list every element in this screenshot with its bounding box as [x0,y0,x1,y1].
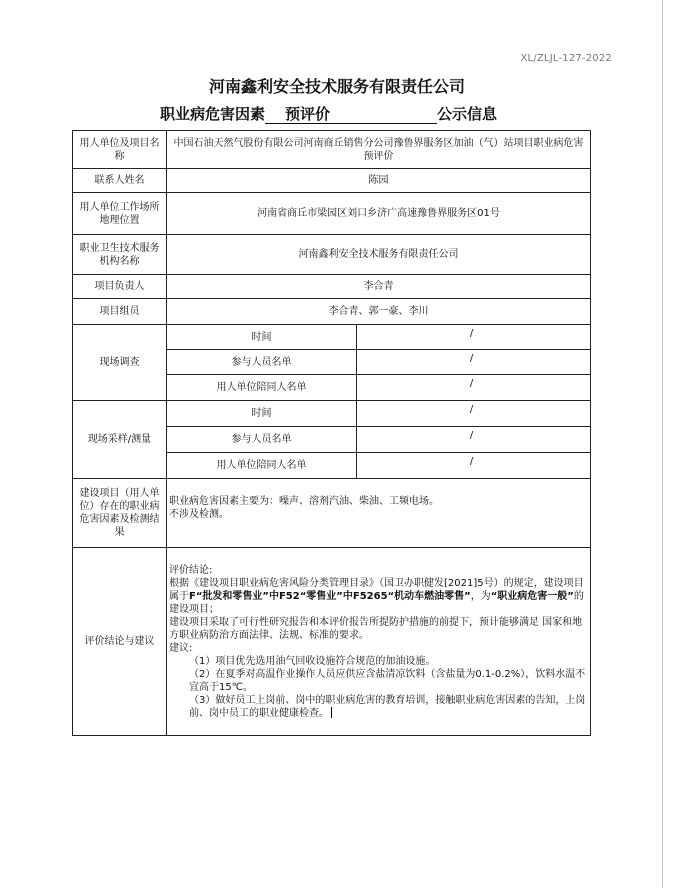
survey-escort-label: 用人单位陪同人名单 [167,375,357,401]
hazards-line-1: 职业病危害因素主要为：噪声、溶剂汽油、柴油、工频电场。 [169,496,439,507]
agency-value: 河南鑫利安全技术服务有限责任公司 [167,235,591,275]
table-row [73,401,591,427]
contact-value: 陈园 [167,169,591,193]
conclusion-p1-connector: ，为 [470,590,491,602]
table-row [73,275,591,299]
table-row [73,479,591,548]
risk-level: “职业病危害一般” [490,590,574,602]
subtitle-type-underline [265,105,385,124]
survey-escort-value: / [469,378,474,389]
table-row [73,193,591,235]
company-title: 河南鑫利安全技术服务有限责任公司 [208,77,465,96]
conclusion-p1-end: 的建设项目； [169,590,584,615]
sampling-escort-label: 用人单位陪同人名单 [167,453,357,479]
survey-participants-value: / [469,352,474,364]
document-subtitle [160,103,497,124]
leader-label: 项目负责人 [73,275,167,299]
subtitle-blank-underline [385,123,437,124]
conclusion-paragraph-1 [169,577,588,616]
subtitle-type: 预评价 [285,105,331,123]
conclusion-heading: 评价结论: [169,564,213,576]
advice-item-3 [169,694,588,720]
survey-time-label: 时间 [167,325,357,350]
contact-label: 联系人姓名 [73,169,167,193]
table-row [73,169,591,193]
table-row [73,131,591,169]
disclosure-table [72,130,591,736]
advice-item-2: （2）在夏季对高温作业操作人员应供应含盐清凉饮料（含盐量为0.1-0.2%），饮料水温不宜高于15℃。 [189,668,586,693]
address-label: 用人单位工作场所地理位置 [73,193,167,235]
team-value: 李合青、郭一豪、李川 [167,299,591,325]
advice-item-1: （1）项目优先选用油气回收设施符合规范的加油设施。 [189,655,436,667]
survey-label: 现场调查 [73,325,167,401]
table-row [73,235,591,275]
conclusion-p1-text: 根据《建设项目职业病危害风险分类管理目录》（国卫办职健发[2021]5号）的规定，建设项目属于 [169,577,584,602]
conclusion-label: 评价结论与建议 [73,548,167,736]
leader-value: 李合青 [167,275,591,299]
sampling-participants-value: / [469,430,474,441]
employer-value: 中国石油天然气股份有限公司河南商丘销售分公司豫鲁界服务区加油（气）站项目职业病危害预评价 [167,131,591,169]
survey-participants-label: 参与人员名单 [167,350,357,375]
document-code: XL/ZLJL-127-2022 [520,53,612,64]
sampling-escort-value: / [469,456,474,467]
sampling-time-value: / [469,404,474,415]
sampling-participants-label: 参与人员名单 [167,427,357,453]
employer-label: 用人单位及项目名称 [73,131,167,169]
advice-heading: 建议: [169,642,193,654]
text-cursor [331,707,332,718]
team-label: 项目组员 [73,299,167,325]
advice-item-3-text: （3）做好员工上岗前、岗中的职业病危害的教育培训，接触职业病危害因素的告知，上岗前、岗中员工的职业健康检查。 [189,694,586,719]
table-row [73,325,591,350]
page-edge-line [662,0,663,888]
survey-time-value: / [469,327,474,339]
subtitle-suffix: 公示信息 [437,105,498,123]
table-row [73,548,591,736]
agency-label: 职业卫生技术服务机构名称 [73,235,167,275]
table-row [73,299,591,325]
industry-classification: F“批发和零售业”中F52“零售业”中F5265“机动车燃油零售” [189,590,471,602]
hazards-label: 建设项目（用人单位）存在的职业病危害因素及检测结果 [73,479,167,548]
sampling-time-label: 时间 [167,401,357,427]
hazards-line-2: 不涉及检测。 [169,509,229,520]
subtitle-prefix: 职业病危害因素 [160,105,266,123]
conclusion-paragraph-2: 建设项目采取了可行性研究报告和本评价报告所提防护措施的前提下，预计能够满足 国家和地方职业病防治方面法律、法规、标准的要求。 [169,616,583,641]
address-value: 河南省商丘市梁园区刘口乡济广高速豫鲁界服务区01号 [167,193,591,235]
sampling-label: 现场采样/测量 [73,401,167,479]
